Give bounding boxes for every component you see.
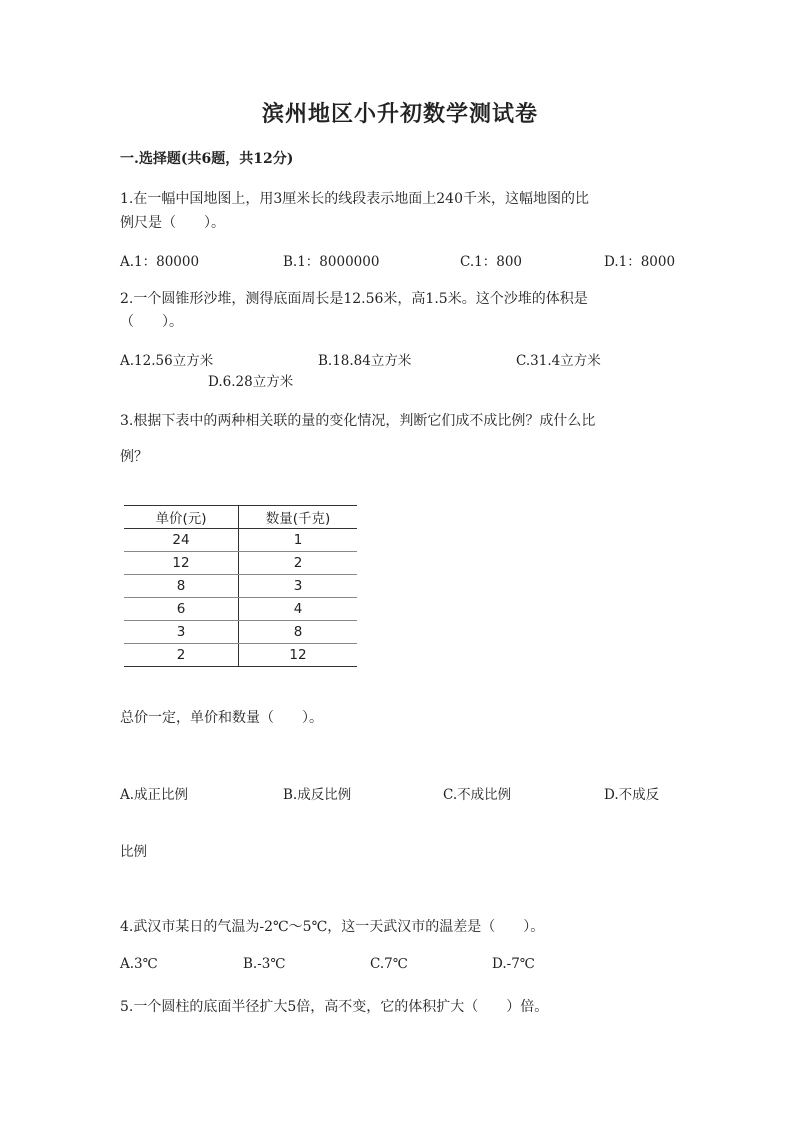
section-heading: 一.选择题(共6题，共12分) xyxy=(120,151,294,167)
question-4-option-c: C.7℃ xyxy=(370,956,408,972)
table-header-quantity: 数量(千克) xyxy=(239,506,358,529)
table-cell: 4 xyxy=(239,598,358,621)
question-5-text: 5.一个圆柱的底面半径扩大5倍，高不变，它的体积扩大（ ）倍。 xyxy=(120,999,549,1015)
table-row xyxy=(124,598,357,621)
table-row xyxy=(124,644,357,667)
page-title: 滨州地区小升初数学测试卷 xyxy=(261,101,538,127)
question-3-option-d: D.不成反 xyxy=(604,787,660,803)
question-1-option-d: D.1：8000 xyxy=(604,254,676,270)
question-2-option-c: C.31.4立方米 xyxy=(516,353,601,369)
question-4-option-d: D.-7℃ xyxy=(492,956,535,972)
question-3-line-2: 例？ xyxy=(120,449,148,465)
question-2-line-2: （ ）。 xyxy=(120,314,183,330)
table-cell: 8 xyxy=(124,575,239,598)
table-cell: 2 xyxy=(124,644,239,667)
table-header-row xyxy=(124,506,357,529)
question-3-option-b: B.成反比例 xyxy=(283,787,352,803)
question-1-line-1: 1.在一幅中国地图上，用3厘米长的线段表示地面上240千米，这幅地图的比 xyxy=(120,191,589,207)
table-cell: 1 xyxy=(239,529,358,552)
question-4-option-b: B.-3℃ xyxy=(243,956,286,972)
data-table xyxy=(124,505,357,667)
table-cell: 3 xyxy=(124,621,239,644)
table-cell: 2 xyxy=(239,552,358,575)
table-cell: 24 xyxy=(124,529,239,552)
question-4-text: 4.武汉市某日的气温为-2℃～5℃，这一天武汉市的温差是（ ）。 xyxy=(120,919,545,935)
question-1-option-a: A.1：80000 xyxy=(120,254,200,270)
question-3-option-a: A.成正比例 xyxy=(120,787,189,803)
table-row xyxy=(124,575,357,598)
question-2-option-b: B.18.84立方米 xyxy=(318,353,412,369)
table-cell: 12 xyxy=(124,552,239,575)
question-3-line-1: 3.根据下表中的两种相关联的量的变化情况，判断它们成不成比例？成什么比 xyxy=(120,413,596,429)
question-2-option-a: A.12.56立方米 xyxy=(120,353,214,369)
question-4-option-a: A.3℃ xyxy=(120,956,158,972)
table-row xyxy=(124,621,357,644)
table-header-price: 单价(元) xyxy=(124,506,239,529)
table-cell: 3 xyxy=(239,575,358,598)
table-cell: 12 xyxy=(239,644,358,667)
question-1-option-b: B.1：8000000 xyxy=(283,254,380,270)
question-3-statement: 总价一定，单价和数量（ ）。 xyxy=(120,710,323,726)
table-cell: 8 xyxy=(239,621,358,644)
question-1-option-c: C.1：800 xyxy=(460,254,522,270)
question-3-option-c: C.不成比例 xyxy=(443,787,512,803)
table-row xyxy=(124,529,357,552)
question-2-option-d: D.6.28立方米 xyxy=(208,374,294,390)
question-3-option-d-wrap: 比例 xyxy=(120,844,147,860)
question-1-line-2: 例尺是（ ）。 xyxy=(120,215,225,231)
question-2-line-1: 2.一个圆锥形沙堆，测得底面周长是12.56米，高1.5米。这个沙堆的体积是 xyxy=(120,291,588,307)
table-cell: 6 xyxy=(124,598,239,621)
table-row xyxy=(124,552,357,575)
